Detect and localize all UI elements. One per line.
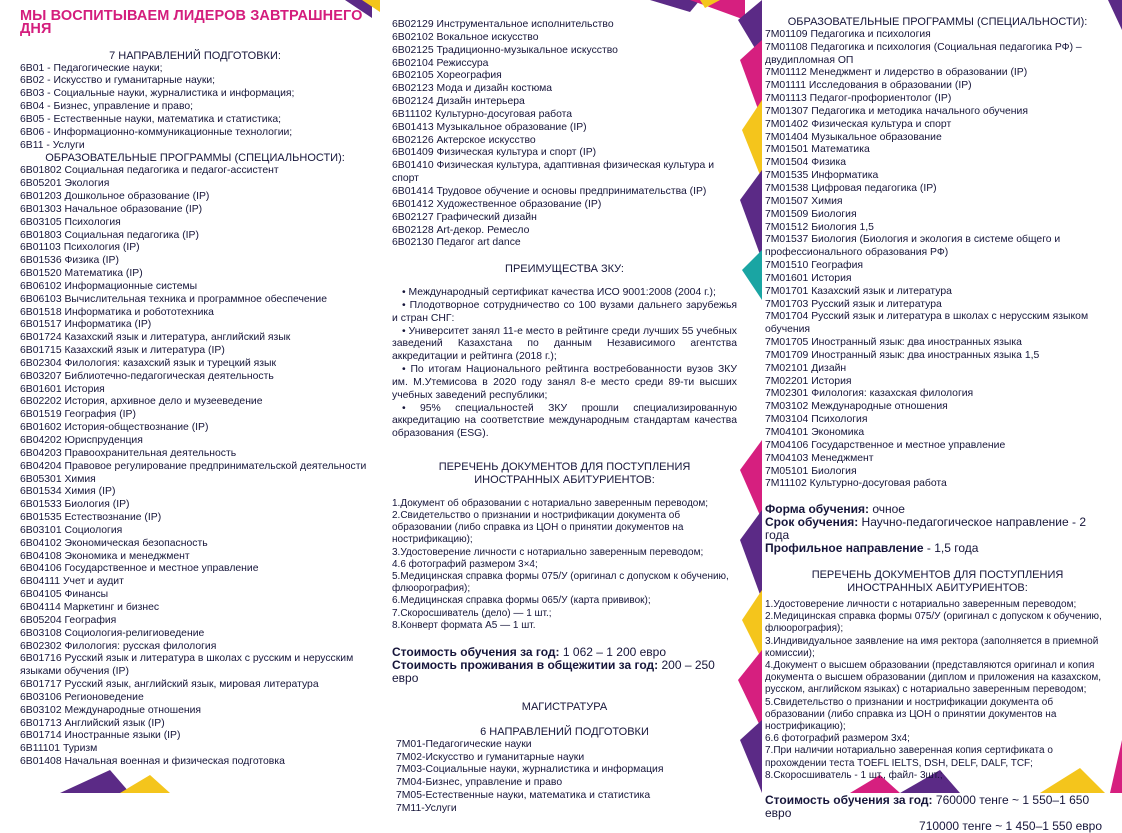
list-item: 6В04111 Учет и аудит — [20, 576, 124, 588]
profile-term — [765, 542, 1110, 555]
list-item: 6В01518 Информатика и робототехника — [20, 306, 214, 318]
list-item: 7М03-Социальные науки, журналистика и информация — [396, 764, 664, 776]
list-item: 6В01203 Дошкольное образование (IP) — [20, 190, 210, 202]
list-item: 4.6 фотографий размером 3×4; — [392, 558, 538, 570]
list-item: 7М01701 Казахский язык и литература — [765, 285, 952, 297]
list-item: 6В01715 Казахский язык и литература (IP) — [20, 345, 225, 357]
list-item: 6В04 - Бизнес, управление и право; — [20, 101, 194, 113]
list-item: 7М01109 Педагогика и психология — [765, 28, 931, 40]
list-item: 7М02101 Дизайн — [765, 362, 847, 374]
list-item: 7М05-Естественные науки, математика и статистика — [396, 790, 651, 802]
list-item: 7М11-Услуги — [396, 802, 457, 814]
list-item: 6В02104 Режиссура — [392, 57, 489, 69]
list-item: 6В01 - Педагогические науки; — [20, 62, 163, 74]
list-item: 6В01410 Физическая культура, адаптивная физическая культура и спорт — [392, 160, 715, 185]
list-item: 6В02124 Дизайн интерьера — [392, 96, 525, 108]
list-item: 4.Документ о высшем образовании (представляются оригинал и копия документа о высшем образовании (диплом и приложения на казахском, русском, английском языках) с нотариально заверенным переводом; — [765, 659, 1102, 696]
masters-tuition-cost-line2 — [765, 820, 1110, 833]
list-item: 6В01714 Иностранные языки (IP) — [20, 730, 181, 742]
list-item: 6В01534 Химия (IP) — [20, 486, 116, 498]
list-item: 6В01408 Начальная военная и физическая подготовка — [20, 756, 285, 768]
list-item: • Плодотворное сотрудничество со 100 вузами дальнего зарубежья и стран СНГ: — [392, 299, 737, 324]
list-item: 6В02129 Инструментальное исполнительство — [392, 19, 614, 30]
list-item: 6В01519 География (IP) — [20, 409, 136, 421]
list-item: 7М01537 Биология (Биология и экология в системе общего и профессионального образования РФ) — [765, 234, 1061, 259]
list-item: 8.Скоросшиватель - 1 шт., файл- 3шт.; — [765, 769, 943, 781]
list-item: 6В01716 Русский язык и литература в школах с русским и нерусским языками обучения (IP) — [20, 653, 354, 678]
list-item: 2.Свидетельство о признании и нострификации документа об образовании (либо справка из ЦОН о принятии документов на нострификацию); — [392, 510, 684, 546]
masters-tuition-cost-value-2: 710000 тенге ~ 1 450–1 550 евро — [919, 818, 1102, 833]
list-item: 6В05204 География — [20, 614, 117, 626]
housing-cost-label: Стоимость проживания в общежитии за год: — [392, 658, 659, 673]
list-item: 6В04204 Правовое регулирование предпринимательской деятельности — [20, 460, 367, 472]
foreign-docs-title: ПЕРЕЧЕНЬ ДОКУМЕНТОВ ДЛЯ ПОСТУПЛЕНИЯ ИНОСТРАННЫХ АБИТУРИЕНТОВ: — [438, 461, 691, 486]
list-item: 7М02201 История — [765, 375, 852, 387]
list-item: 7М01112 Менеджмент и лидерство в образовании (IP) — [765, 67, 1028, 79]
list-item: 6В01520 Математика (IP) — [20, 268, 143, 280]
list-item: 6В02102 Вокальное искусство — [392, 31, 539, 43]
tuition-cost-value: 1 062 – 1 200 евро — [562, 645, 667, 660]
list-item: 3.Индивидуальное заявление на имя ректора (заполняется в приемной комиссии); — [765, 635, 1099, 659]
profile-term-value: - 1,5 года — [926, 541, 979, 556]
list-item: 6В01536 Физика (IP) — [20, 255, 119, 267]
list-item: 7М01113 Педагог-профориентолог (IP) — [765, 93, 952, 105]
programs-list — [392, 19, 737, 250]
list-item: 6В01303 Начальное образование (IP) — [20, 203, 203, 215]
list-item: 7М02-Искусство и гуманитарные науки — [396, 751, 585, 763]
list-item: 7М01111 Исследования в образовании (IP) — [765, 80, 972, 92]
list-item: 6В04108 Экономика и менеджмент — [20, 550, 190, 562]
list-item: 7М01507 Химия — [765, 195, 843, 207]
list-item: 1.Удостоверение личности с нотариально заверенным переводом; — [765, 598, 1077, 610]
documents-list — [392, 498, 737, 632]
list-item: 7М04103 Менеджмент — [765, 452, 874, 464]
list-item: 6В11101 Туризм — [20, 743, 98, 755]
list-item: 6В11 - Услуги — [20, 139, 85, 151]
list-item: 6В02302 Филология: русская филология — [20, 640, 217, 652]
list-item: 7М01509 Биология — [765, 208, 857, 220]
list-item: 7М04101 Экономика — [765, 427, 865, 438]
programs-title: ОБРАЗОВАТЕЛЬНЫЕ ПРОГРАММЫ (СПЕЦИАЛЬНОСТИ): — [45, 152, 345, 165]
list-item: 7М01704 Русский язык и литература в школах с нерусским языком обучения — [765, 311, 1089, 336]
list-item: 7М01512 Биология 1,5 — [765, 221, 874, 233]
list-item: 7М11102 Культурно-досуговая работа — [765, 478, 947, 490]
tuition-cost-label: Стоимость обучения за год: — [392, 645, 560, 660]
study-term-label: Срок обучения: — [765, 515, 859, 530]
list-item: 6В06102 Информационные системы — [20, 280, 198, 292]
directions-list — [20, 63, 370, 153]
list-item: 6В01802 Социальная педагогика и педагог-ассистент — [20, 165, 279, 177]
programs-list — [765, 29, 1110, 491]
list-item: 6В04203 Правоохранительная деятельность — [20, 447, 237, 459]
list-item: 6В03106 Регионоведение — [20, 691, 144, 703]
study-form-value: очное — [872, 502, 905, 517]
list-item: 6В02127 Графический дизайн — [392, 211, 537, 223]
right-column — [765, 0, 1110, 833]
list-item: 6В06 - Информационно-коммуникационные технологии; — [20, 126, 293, 138]
documents-list — [765, 599, 1110, 782]
list-item: 7М01404 Музыкальное образование — [765, 131, 942, 143]
list-item: 6В03207 Библиотечно-педагогическая деятельность — [20, 370, 274, 382]
list-item: 6В04106 Государственное и местное управление — [20, 563, 259, 575]
masters-tuition-cost-value-1: 760000 тенге ~ 1 550–1 650 евро — [765, 792, 1090, 820]
advantages-title: ПРЕИМУЩЕСТВА ЗКУ: — [505, 263, 624, 276]
housing-cost-value: 200 – 250 евро — [392, 658, 715, 686]
list-item: 6.6 фотографий размером 3х4; — [765, 733, 910, 745]
list-item: 6В03102 Международные отношения — [20, 704, 202, 716]
list-item: 6В02126 Актерское искусство — [392, 134, 536, 146]
directions-title: 7 НАПРАВЛЕНИЙ ПОДГОТОВКИ: — [109, 49, 281, 62]
housing-cost — [392, 659, 737, 685]
list-item: 6В02123 Мода и дизайн костюма — [392, 83, 553, 95]
masters-tuition-cost-label: Стоимость обучения за год: — [765, 792, 933, 807]
page-title: МЫ ВОСПИТЫВАЕМ ЛИДЕРОВ ЗАВТРАШНЕГО ДНЯ — [20, 8, 363, 37]
list-item: 6В02202 История, архивное дело и музееведение — [20, 396, 263, 408]
list-item: 6В01533 Биология (IP) — [20, 499, 130, 511]
list-item: 7М02301 Филология: казахская филология — [765, 388, 974, 400]
list-item: 2.Медицинская справка формы 075/У (оригинал с допуском к обучению, флюорография); — [765, 611, 1102, 635]
list-item: 7М01501 Математика — [765, 144, 870, 156]
list-item: 6В01717 Русский язык, английский язык, мировая литература — [20, 679, 319, 691]
list-item: 7М01538 Цифровая педагогика (IP) — [765, 182, 937, 194]
list-item: 6В04105 Финансы — [20, 589, 109, 601]
masters-directions-title: 6 НАПРАВЛЕНИЙ ПОДГОТОВКИ — [480, 725, 649, 738]
list-item: 7М04-Бизнес, управление и право — [396, 777, 563, 789]
list-item: 6В02 - Искусство и гуманитарные науки; — [20, 75, 216, 87]
foreign-docs-title: ПЕРЕЧЕНЬ ДОКУМЕНТОВ ДЛЯ ПОСТУПЛЕНИЯ ИНОСТРАННЫХ АБИТУРИЕНТОВ: — [811, 569, 1064, 595]
list-item: • Международный сертификат качества ИСО 9001:2008 (2004 г.); — [402, 287, 716, 299]
list-item: 7М03104 Психология — [765, 414, 868, 426]
list-item: 6В01601 История — [20, 383, 105, 395]
list-item: 6В01409 Физическая культура и спорт (IP) — [392, 147, 597, 159]
list-item: 8.Конверт формата А5 — 1 шт. — [392, 619, 536, 631]
list-item: 6В01413 Музыкальное образование (IP) — [392, 121, 587, 133]
list-item: 6В02125 Традиционно-музыкальное искусство — [392, 44, 618, 56]
list-item: 6В06103 Вычислительная техника и программное обеспечение — [20, 293, 327, 305]
list-item: 6В03 - Социальные науки, журналистика и информация; — [20, 88, 295, 100]
list-item: 5.Свидетельство о признании и нострификации документа об образовании (либо справка из ЦОН о принятии документов на нострификацию); — [765, 696, 1057, 732]
list-item: 7М01510 География — [765, 260, 864, 272]
left-column — [20, 0, 370, 793]
list-item: 6В11102 Культурно-досуговая работа — [392, 108, 573, 120]
list-item: 1.Документ об образовании с нотариально заверенным переводом; — [392, 497, 709, 509]
list-item: 7М01402 Физическая культура и спорт — [765, 118, 952, 130]
list-item: 7М01307 Педагогика и методика начального обучения — [765, 105, 1028, 117]
list-item: 5.Медицинская справка формы 075/У (оригинал с допуском к обучению, флюорография); — [392, 571, 729, 595]
list-item: • По итогам Национального рейтинга востребованности вузов ЗКУ им. М.Утемисова в 2020 году занял 8-е место среди 89-ти высших учебных заведений республики; — [392, 364, 737, 401]
list-item: 7М05101 Биология — [765, 465, 857, 477]
list-item: 6В01412 Художественное образование (IP) — [392, 198, 602, 210]
list-item: 6В04202 Юриспруденция — [20, 435, 143, 446]
list-item: 6В03108 Социология-религиоведение — [20, 627, 205, 639]
list-item: 7М04106 Государственное и местное управление — [765, 439, 1006, 451]
list-item: 7М01705 Иностранный язык: два иностранных языка — [765, 337, 1022, 349]
list-item: 6В05201 Экология — [20, 178, 110, 190]
list-item: 6В01602 История-обществознание (IP) — [20, 422, 209, 434]
programs-list — [20, 165, 370, 769]
list-item: 6В01803 Социальная педагогика (IP) — [20, 229, 199, 241]
list-item: 7М01-Педагогические науки — [396, 738, 532, 750]
list-item: 6В03101 Социология — [20, 524, 123, 536]
list-item: 7М01703 Русский язык и литература — [765, 298, 942, 310]
list-item: 6В02130 Педагог art dance — [392, 237, 521, 249]
list-item: 7.Скоросшиватель (дело) — 1 шт.; — [392, 607, 552, 619]
list-item: 6В01724 Казахский язык и литература, английский язык — [20, 332, 291, 344]
list-item: 6В03105 Психология — [20, 216, 121, 228]
study-form-label: Форма обучения: — [765, 502, 869, 517]
masters-title: МАГИСТРАТУРА — [521, 701, 608, 714]
list-item: 6В01517 Информатика (IP) — [20, 319, 152, 331]
list-item: • 95% специальностей ЗКУ прошли специализированную аккредитацию на соответствие международным стандартам качества образования (ESG). — [392, 402, 737, 440]
list-item: 6В01535 Естествознание (IP) — [20, 512, 162, 524]
list-item: • Университет занял 11-е место в рейтинге среди лучших 55 учебных заведений Казахстана по данным Независимого агентства аккредитации и рейтинга (2018 г.); — [392, 325, 737, 363]
list-item: 6В05301 Химия — [20, 473, 96, 485]
list-item: 7М01535 Информатика — [765, 170, 879, 182]
list-item: 7М01504 Физика — [765, 157, 847, 169]
list-item: 6В05 - Естественные науки, математика и статистика; — [20, 113, 282, 125]
list-item: 3.Удостоверение личности с нотариально заверенным переводом; — [392, 546, 704, 558]
list-item: 6.Медицинская справка формы 065/У (карта прививок); — [392, 595, 651, 607]
masters-directions-list — [392, 739, 737, 816]
list-item: 6В04114 Маркетинг и бизнес — [20, 601, 160, 613]
study-term — [765, 516, 1110, 542]
list-item: 7М01601 История — [765, 272, 852, 284]
list-item: 6В04102 Экономическая безопасность — [20, 537, 208, 549]
advantages-list — [392, 287, 737, 441]
middle-column — [392, 0, 737, 814]
study-term-value: Научно-педагогическое направление - 2 года — [765, 515, 1086, 543]
list-item: 7М01709 Иностранный язык: два иностранных языка 1,5 — [765, 349, 1040, 361]
list-item: 6В02105 Хореография — [392, 70, 502, 82]
masters-tuition-cost — [765, 794, 1110, 820]
list-item: 7.При наличии нотариально заверенная копия сертификата о прохождении теста TOEFL IELTS, DSH, DELF, DALF, TCF; — [765, 745, 1053, 769]
list-item: 6В02304 Филология: казахский язык и турецкий язык — [20, 357, 277, 369]
list-item: 6В01713 Английский язык (IP) — [20, 717, 165, 729]
masters-programs-title: ОБРАЗОВАТЕЛЬНЫЕ ПРОГРАММЫ (СПЕЦИАЛЬНОСТИ): — [787, 16, 1088, 28]
list-item: 6В02128 Art-декор. Ремесло — [392, 224, 530, 236]
list-item: 7М03102 Международные отношения — [765, 401, 948, 413]
profile-term-label: Профильное направление — [765, 541, 924, 556]
list-item: 6В01103 Психология (IP) — [20, 242, 140, 254]
list-item: 7М01108 Педагогика и психология (Социальная педагогика РФ) – двудипломная ОП — [765, 41, 1082, 66]
list-item: 6В01414 Трудовое обучение и основы предпринимательства (IP) — [392, 185, 707, 197]
